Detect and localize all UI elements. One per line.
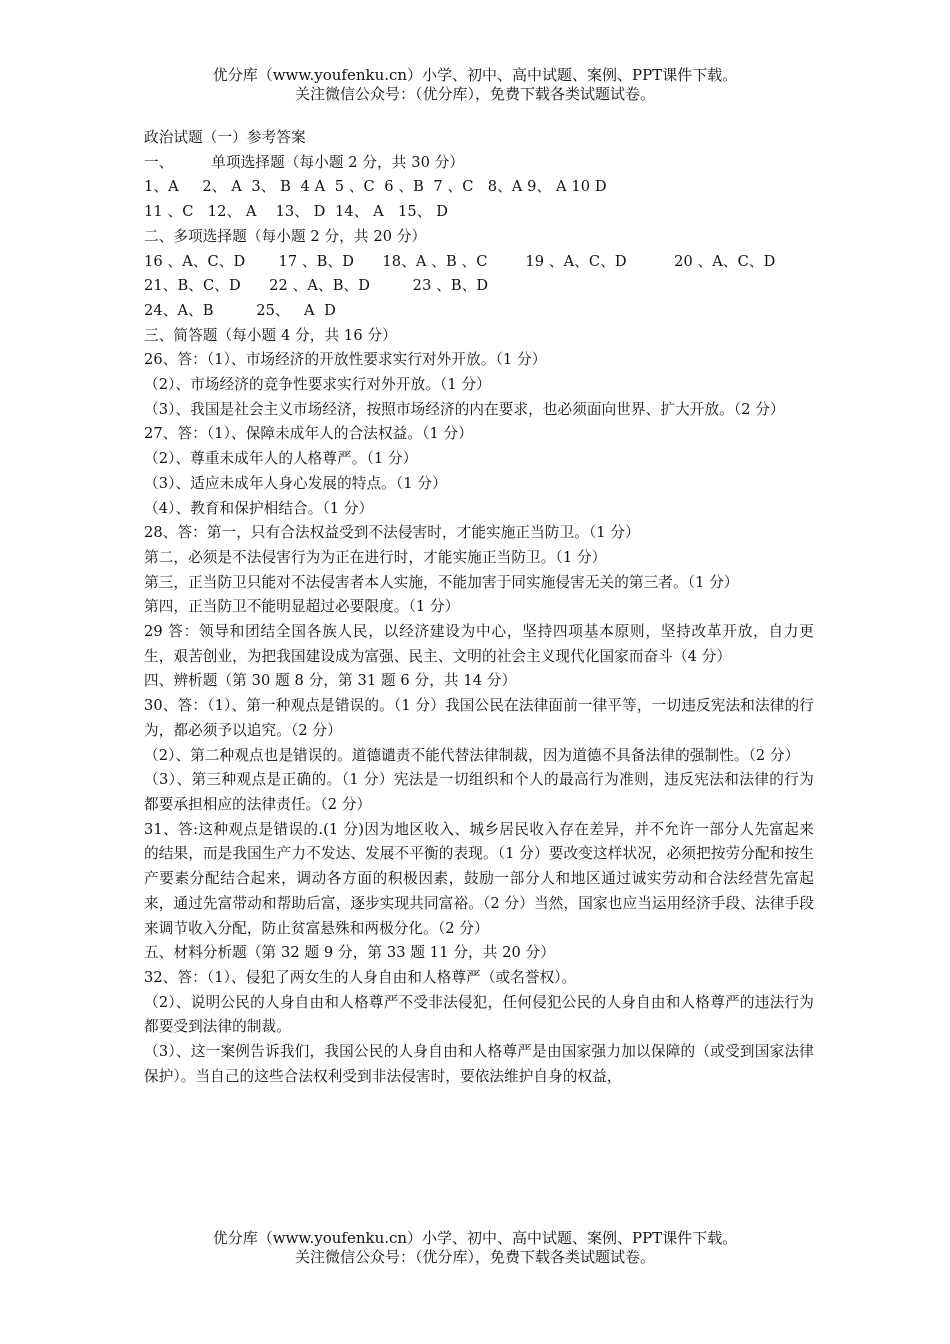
answer-line: 第二，必须是不法侵害行为为正在进行时，才能实施正当防卫。（1 分） bbox=[144, 548, 607, 566]
answer-paragraph: （3）、我国是社会主义市场经济，按照市场经济的内在要求，也必须面向世界、扩大开放。（2 分） bbox=[144, 400, 785, 418]
header-line-2: 关注微信公众号：（优分库），免费下载各类试题试卷。 bbox=[294, 85, 655, 103]
answer-paragraph: （3）、第三种观点是正确的。（1 分）宪法是一切组织和个人的最高行为准则，违反宪法和法律的行为都要承担相应的法律责任。（2 分） bbox=[144, 771, 814, 813]
answer-line: 11 、C 12、 A 13、 D 14、 A 15、 D bbox=[144, 203, 449, 221]
answer-line: 1、A 2、 A 3、 B 4 A 5 、C 6 、B 7 、C 8、A 9、 A 10 D bbox=[144, 178, 607, 196]
answer-paragraph: 30、答：（1）、第一种观点是错误的。（1 分）我国公民在法律面前一律平等，一切违反宪法和法律的行为，都必须予以追究。（2 分） bbox=[144, 697, 814, 739]
answer-line: 24、A、B 25、 A D bbox=[144, 301, 336, 319]
answer-line: 第四，正当防卫不能明显超过必要限度。（1 分） bbox=[144, 598, 460, 616]
answer-line: 16 、A、C、D 17 、B、D 18、A 、B 、C 19 、A、C、D 20 、A、C、D bbox=[144, 252, 776, 270]
answer-line: 27、答：（1）、保障未成年人的合法权益。（1 分） bbox=[144, 425, 473, 443]
section-heading: 二、多项选择题（每小题 2 分，共 20 分） bbox=[144, 227, 427, 245]
answer-paragraph: 第三，正当防卫只能对不法侵害者本人实施，不能加害于同实施侵害无关的第三者。（1 分） bbox=[144, 573, 739, 591]
answer-document bbox=[144, 126, 814, 1089]
answer-paragraph: （2）、第二种观点也是错误的。道德谴责不能代替法律制裁，因为道德不具备法律的强制性。（2 分） bbox=[144, 746, 800, 764]
answer-line: （2）、市场经济的竞争性要求实行对外开放。（1 分） bbox=[144, 376, 491, 394]
answer-line: （3）、适应未成年人身心发展的特点。（1 分） bbox=[144, 474, 447, 492]
section-heading: 四、辨析题（第 30 题 8 分，第 31 题 6 分，共 14 分） bbox=[144, 672, 517, 690]
section-heading: 一、 单项选择题（每小题 2 分，共 30 分） bbox=[144, 153, 465, 171]
header-line-1: 优分库（www.youfenku.cn）小学、初中、高中试题、案例、PPT课件下载。 bbox=[212, 66, 738, 84]
answer-line: 26、答：（1）、市场经济的开放性要求实行对外开放。（1 分） bbox=[144, 351, 547, 369]
page-header bbox=[0, 66, 950, 104]
footer-line-2: 关注微信公众号：（优分库），免费下载各类试题试卷。 bbox=[294, 1248, 655, 1266]
answer-line: 21、B、C、D 22 、A、B、D 23 、B、D bbox=[144, 277, 489, 295]
answer-paragraph: 29 答：领导和团结全国各族人民，以经济建设为中心，坚持四项基本原则，坚持改革开放，自力更生，艰苦创业，为把我国建设成为富强、民主、文明的社会主义现代化国家而奋斗（4 分） bbox=[144, 623, 814, 665]
answer-line: 32、答：（1）、侵犯了两女生的人身自由和人格尊严（或名誉权）。 bbox=[144, 968, 577, 986]
footer-line-1: 优分库（www.youfenku.cn）小学、初中、高中试题、案例、PPT课件下载。 bbox=[212, 1229, 738, 1247]
answer-paragraph: （2）、说明公民的人身自由和人格尊严不受非法侵犯，任何侵犯公民的人身自由和人格尊严的违法行为都要受到法律的制裁。 bbox=[144, 993, 814, 1036]
answer-line: 28、答：第一，只有合法权益受到不法侵害时，才能实施正当防卫。（1 分） bbox=[144, 524, 640, 542]
document-title: 政治试题（一）参考答案 bbox=[144, 129, 306, 146]
answer-paragraph: 31、答:这种观点是错误的.(1 分)因为地区收入、城乡居民收入存在差异，并不允许一部分人先富起来的结果，而是我国生产力不发达、发展不平衡的表现。（1 分）要改变这样状况，必须把按劳分配和按生产要素分配结合起来，调动各方面的积极因素，鼓励一部分人和地区通过诚实劳动和合法经营先富起来，通过先富带动和帮助后富，逐步实现共同富裕。（2 分）当然，国家也应当运用经济手段、法律手段来调节收入分配，防止贫富悬殊和两极分化。（2 分） bbox=[144, 820, 814, 937]
answer-line: （4）、教育和保护相结合。（1 分） bbox=[144, 499, 374, 517]
page-footer bbox=[0, 1229, 950, 1267]
answer-paragraph: （3）、这一案例告诉我们，我国公民的人身自由和人格尊严是由国家强力加以保障的（或受到国家法律保护）。当自己的这些合法权利受到非法侵害时，要依法维护自身的权益， bbox=[144, 1043, 814, 1085]
section-heading: 三、简答题（每小题 4 分，共 16 分） bbox=[144, 326, 397, 344]
answer-line: （2）、尊重未成年人的人格尊严。（1 分） bbox=[144, 450, 418, 468]
section-heading: 五、材料分析题（第 32 题 9 分，第 33 题 11 分，共 20 分） bbox=[144, 944, 556, 962]
